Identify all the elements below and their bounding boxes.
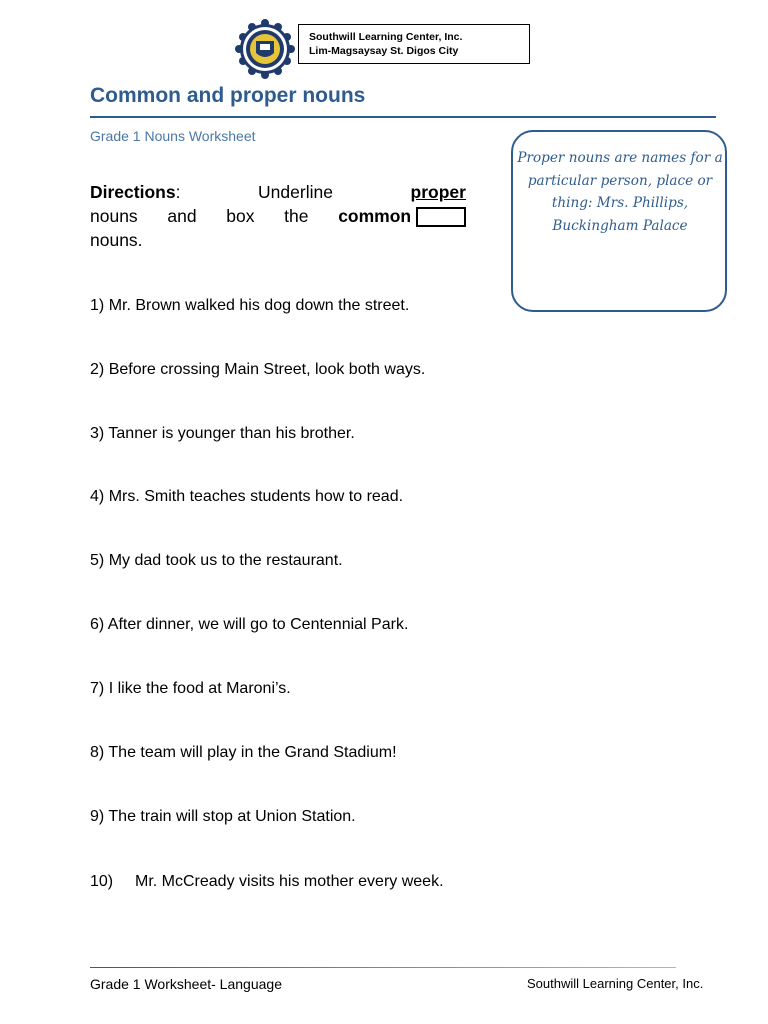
list-item	[90, 552, 343, 570]
item-text: Before crossing Main Street, look both ways.	[108, 361, 426, 378]
list-item	[90, 297, 409, 315]
school-address: Lim-Magsaysay St. Digos City	[309, 45, 459, 57]
item-text: Mr. McCready visits his mother every week.	[135, 873, 444, 890]
item-number: 10)	[90, 873, 114, 890]
page-title: Common and proper nouns	[90, 84, 366, 107]
list-item	[90, 425, 355, 443]
directions-word-proper: proper	[410, 182, 466, 202]
common-box-example	[416, 207, 466, 227]
item-number: 2)	[90, 361, 105, 378]
school-seal-icon	[234, 19, 296, 79]
item-text: Tanner is younger than his brother.	[108, 425, 355, 442]
list-item	[90, 616, 408, 634]
item-number: 1)	[90, 297, 105, 314]
footer-right-text: Southwill Learning Center, Inc.	[527, 976, 704, 991]
item-text: The team will play in the Grand Stadium!	[108, 744, 397, 761]
directions-word-and: and	[167, 206, 197, 226]
item-number: 9)	[90, 808, 105, 825]
worksheet-subtitle: Grade 1 Nouns Worksheet	[90, 128, 256, 144]
directions-colon: :	[175, 182, 181, 202]
item-number: 4)	[90, 488, 105, 505]
item-number: 6)	[90, 616, 105, 633]
list-item	[90, 488, 403, 506]
directions-word-nouns: nouns	[90, 206, 138, 226]
school-name: Southwill Learning Center, Inc.	[309, 31, 463, 43]
footer-divider	[90, 967, 676, 968]
item-number: 5)	[90, 552, 105, 569]
directions-label: Directions	[90, 182, 176, 202]
directions-word-box: box	[226, 206, 255, 226]
item-number: 3)	[90, 425, 105, 442]
item-text: I like the food at Maroni’s.	[108, 680, 291, 697]
item-number: 7)	[90, 680, 105, 697]
school-info-box	[298, 24, 530, 64]
directions-word-underline: Underline	[258, 182, 333, 202]
directions-word-the: the	[284, 206, 309, 226]
item-text: The train will stop at Union Station.	[108, 808, 356, 825]
list-item	[90, 744, 397, 762]
list-item	[90, 680, 291, 698]
list-item	[90, 361, 425, 379]
title-divider	[90, 116, 716, 118]
item-number: 8)	[90, 744, 105, 761]
directions-word-common: common	[338, 206, 412, 226]
item-text: My dad took us to the restaurant.	[108, 552, 343, 569]
directions-word-end: nouns.	[90, 230, 143, 250]
item-text: Mr. Brown walked his dog down the street.	[108, 297, 410, 314]
list-item	[90, 808, 356, 826]
directions	[90, 180, 466, 252]
definition-text: Proper nouns are names for a particular person, place or thing: Mrs. Phillips, Buckingham Palace	[517, 150, 723, 234]
item-text: Mrs. Smith teaches students how to read.	[108, 488, 404, 505]
footer-left-text: Grade 1 Worksheet- Language	[90, 976, 282, 992]
item-text: After dinner, we will go to Centennial Park.	[107, 616, 409, 633]
list-item	[90, 873, 444, 891]
